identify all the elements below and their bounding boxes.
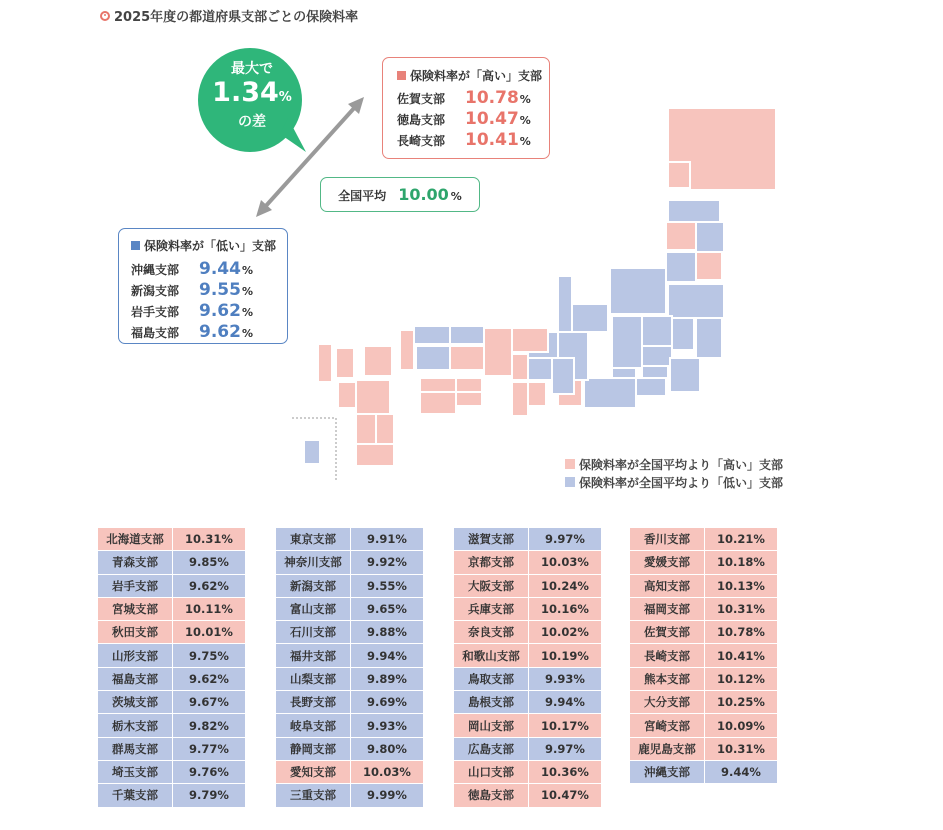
branch-name-cell: 島根支部 [454,691,529,714]
table-row [630,738,777,761]
bubble-unit: % [278,90,292,105]
rate-value-cell: 10.31% [173,528,245,551]
table-row [630,644,777,667]
low-item [131,301,287,322]
table-row [98,714,245,737]
high-square-icon [397,71,406,80]
rate-value-cell: 9.62% [173,668,245,691]
table-row [630,691,777,714]
table-row [98,668,245,691]
low-item-value: 9.55 [199,280,241,300]
table-row [98,644,245,667]
table-row [276,761,423,784]
bubble-line3: の差 [238,114,266,130]
table-row [276,714,423,737]
table-row [454,575,601,598]
map-tochigi [672,318,694,350]
branch-name-cell: 神奈川支部 [276,551,351,574]
map-ibaraki [696,318,722,358]
low-item [131,280,287,301]
branch-name-cell: 福岡支部 [630,598,705,621]
rate-value-cell: 10.18% [705,551,777,574]
map-fukushima [668,284,724,318]
low-item-name: 新潟支部 [131,284,180,298]
branch-name-cell: 青森支部 [98,551,173,574]
map-miyazaki [376,414,394,448]
rate-value-cell: 9.94% [529,691,601,714]
branch-name-cell: 埼玉支部 [98,761,173,784]
map-oita [364,346,392,376]
average-label: 全国平均 [338,189,387,203]
rate-value-cell: 9.93% [351,714,423,737]
rate-value-cell: 9.77% [173,738,245,761]
table-row [630,621,777,644]
rate-table-4 [630,528,777,784]
legend-high-swatch [565,459,575,469]
map-hyogo [484,328,512,376]
rate-table-2 [276,528,423,808]
rate-value-cell: 9.55% [351,575,423,598]
map-tottori [450,326,484,344]
map-chiba [670,358,700,392]
map-kochi [420,392,456,414]
map-gunma [642,316,672,346]
table-row [454,738,601,761]
high-box-label: 保険料率が「高い」支部 [410,68,543,83]
rate-value-cell: 9.92% [351,551,423,574]
rate-table-1 [98,528,245,808]
table-row [276,598,423,621]
table-row [98,784,245,807]
low-item-unit: % [241,306,253,319]
average-value: 10.00 [398,185,449,204]
table-row [98,621,245,644]
low-item-value: 9.44 [199,259,241,279]
table-row [630,714,777,737]
table-row [98,691,245,714]
branch-name-cell: 長野支部 [276,691,351,714]
rate-value-cell: 10.12% [705,668,777,691]
branch-name-cell: 岐阜支部 [276,714,351,737]
map-wakayama [512,382,528,416]
bubble-line1: 最大で [231,61,273,77]
branch-name-cell: 鳥取支部 [454,668,529,691]
rate-value-cell: 9.65% [351,598,423,621]
branch-name-cell: 福井支部 [276,644,351,667]
map-toyama [572,304,608,332]
branch-name-cell: 徳島支部 [454,784,529,807]
table-row [276,528,423,551]
table-row [454,644,601,667]
map-akita [666,222,696,250]
map-ishikawa [558,276,572,332]
table-row [276,668,423,691]
branch-name-cell: 岩手支部 [98,575,173,598]
low-item-name: 沖縄支部 [131,263,180,277]
rate-value-cell: 10.19% [529,644,601,667]
low-item-value: 9.62 [199,301,241,321]
branch-name-cell: 北海道支部 [98,528,173,551]
map-nagano [612,316,642,368]
rate-value-cell: 9.91% [351,528,423,551]
low-item-value: 9.62 [199,322,241,342]
branch-name-cell: 大分支部 [630,691,705,714]
rate-value-cell: 9.79% [173,784,245,807]
map-aomori [668,200,720,222]
map-hokkaido [668,162,690,188]
legend-high [565,455,783,473]
table-row [630,668,777,691]
map-tokushima [456,392,482,406]
rate-value-cell: 9.62% [173,575,245,598]
branch-name-cell: 沖縄支部 [630,761,705,784]
table-row [454,714,601,737]
table-row [276,621,423,644]
rate-value-cell: 9.76% [173,761,245,784]
map-mie [552,358,574,394]
table-row [98,551,245,574]
branch-name-cell: 富山支部 [276,598,351,621]
low-item [131,322,287,343]
table-row [98,528,245,551]
legend-low-label: 保険料率が全国平均より「低い」支部 [579,475,784,490]
map-kumamoto [356,414,376,444]
branch-name-cell: 和歌山支部 [454,644,529,667]
chart-title-text: 2025年度の都道府県支部ごとの保険料率 [114,10,359,25]
table-row [454,528,601,551]
rate-value-cell: 9.82% [173,714,245,737]
branch-name-cell: 東京支部 [276,528,351,551]
low-item-unit: % [241,264,253,277]
table-row [454,761,601,784]
map-saga [338,382,356,408]
map-kanagawa [636,378,666,396]
chart-title [100,6,358,25]
map-shimane [414,326,450,344]
legend-high-label: 保険料率が全国平均より「高い」支部 [579,457,784,472]
low-item-name: 岩手支部 [131,305,180,319]
rate-value-cell: 10.03% [529,551,601,574]
branch-name-cell: 静岡支部 [276,738,351,761]
branch-name-cell: 高知支部 [630,575,705,598]
japan-map [290,100,790,485]
rate-value-cell: 9.88% [351,621,423,644]
branch-name-cell: 兵庫支部 [454,598,529,621]
rate-value-cell: 10.09% [705,714,777,737]
table-row [276,784,423,807]
table-row [276,575,423,598]
rate-value-cell: 10.47% [529,784,601,807]
table-row [98,598,245,621]
rate-value-cell: 10.13% [705,575,777,598]
branch-name-cell: 山梨支部 [276,668,351,691]
rate-value-cell: 10.21% [705,528,777,551]
rate-value-cell: 10.02% [529,621,601,644]
rate-value-cell: 10.24% [529,575,601,598]
table-row [630,551,777,574]
rate-value-cell: 10.17% [529,714,601,737]
map-miyagi [696,252,722,280]
map-tokyo [642,366,668,378]
map-osaka [512,354,528,380]
branch-name-cell: 千葉支部 [98,784,173,807]
map-legend [565,455,783,491]
rate-value-cell: 9.67% [173,691,245,714]
table-row [98,738,245,761]
rate-value-cell: 10.16% [529,598,601,621]
rate-value-cell: 10.11% [173,598,245,621]
map-kyoto [512,328,548,352]
map-yamagata [666,252,696,282]
branch-name-cell: 愛知支部 [276,761,351,784]
table-row [98,761,245,784]
rate-value-cell: 9.69% [351,691,423,714]
low-square-icon [131,241,140,250]
rate-value-cell: 9.80% [351,738,423,761]
rate-value-cell: 9.94% [351,644,423,667]
low-item [131,259,287,280]
rate-value-cell: 9.99% [351,784,423,807]
rate-value-cell: 10.25% [705,691,777,714]
table-row [454,598,601,621]
table-row [276,691,423,714]
map-nara [528,382,546,406]
map-shiga [528,358,552,380]
rate-value-cell: 10.31% [705,598,777,621]
rate-value-cell: 9.85% [173,551,245,574]
map-hiroshima [416,346,450,370]
rate-value-cell: 10.41% [705,644,777,667]
legend-low [565,473,783,491]
map-okayama [450,346,484,370]
table-row [454,621,601,644]
branch-name-cell: 三重支部 [276,784,351,807]
table-row [454,551,601,574]
rate-value-cell: 9.89% [351,668,423,691]
map-saitama [642,346,672,366]
branch-name-cell: 京都支部 [454,551,529,574]
table-row [276,738,423,761]
table-row [454,668,601,691]
bullet-icon [100,11,110,21]
rate-value-cell: 10.01% [173,621,245,644]
high-item-unit: % [519,135,531,148]
map-ehime [420,378,456,392]
rate-value-cell: 9.97% [529,738,601,761]
branch-name-cell: 山口支部 [454,761,529,784]
map-fukuoka [356,380,390,414]
map-kagawa [456,378,482,392]
average-unit: % [450,190,462,203]
bubble-value: 1.34 [212,77,279,108]
map-nagasaki [318,344,332,382]
rate-value-cell: 10.36% [529,761,601,784]
branch-name-cell: 香川支部 [630,528,705,551]
map-shizuoka [584,378,636,408]
legend-low-swatch [565,477,575,487]
rate-value-cell: 10.03% [351,761,423,784]
table-row [98,575,245,598]
branch-name-cell: 秋田支部 [98,621,173,644]
map-niigata [610,268,666,314]
table-row [276,551,423,574]
table-row [630,761,777,784]
branch-name-cell: 宮城支部 [98,598,173,621]
low-item-unit: % [241,285,253,298]
low-rate-box [118,228,288,344]
branch-name-cell: 福島支部 [98,668,173,691]
branch-name-cell: 茨城支部 [98,691,173,714]
branch-name-cell: 石川支部 [276,621,351,644]
branch-name-cell: 熊本支部 [630,668,705,691]
table-row [454,691,601,714]
table-row [630,528,777,551]
branch-name-cell: 愛媛支部 [630,551,705,574]
map-iwate [696,222,724,252]
branch-name-cell: 長崎支部 [630,644,705,667]
rate-value-cell: 9.97% [529,528,601,551]
rate-value-cell: 9.93% [529,668,601,691]
high-item-name: 長崎支部 [397,134,446,148]
branch-name-cell: 佐賀支部 [630,621,705,644]
high-item-value: 10.41 [465,130,519,150]
map-yamaguchi [400,330,414,370]
rate-value-cell: 9.44% [705,761,777,784]
map-kagoshima [356,444,394,466]
branch-name-cell: 大阪支部 [454,575,529,598]
high-item-value: 10.78 [465,88,519,108]
rate-value-cell: 10.31% [705,738,777,761]
high-item-name: 徳島支部 [397,113,446,127]
high-item-value: 10.47 [465,109,519,129]
high-item-unit: % [519,114,531,127]
low-item-unit: % [241,327,253,340]
branch-name-cell: 広島支部 [454,738,529,761]
branch-name-cell: 栃木支部 [98,714,173,737]
branch-name-cell: 山形支部 [98,644,173,667]
high-item-name: 佐賀支部 [397,92,446,106]
rate-table-3 [454,528,601,808]
table-row [454,784,601,807]
table-row [630,575,777,598]
branch-name-cell: 宮崎支部 [630,714,705,737]
branch-name-cell: 鹿児島支部 [630,738,705,761]
high-item-unit: % [519,93,531,106]
rate-value-cell: 10.78% [705,621,777,644]
map-okinawa [304,440,320,464]
branch-name-cell: 群馬支部 [98,738,173,761]
rate-value-cell: 9.75% [173,644,245,667]
low-box-label: 保険料率が「低い」支部 [144,238,277,253]
table-row [630,598,777,621]
low-item-name: 福島支部 [131,326,180,340]
branch-name-cell: 新潟支部 [276,575,351,598]
branch-name-cell: 奈良支部 [454,621,529,644]
map-nagasaki [336,348,354,378]
branch-name-cell: 滋賀支部 [454,528,529,551]
branch-name-cell: 岡山支部 [454,714,529,737]
table-row [276,644,423,667]
